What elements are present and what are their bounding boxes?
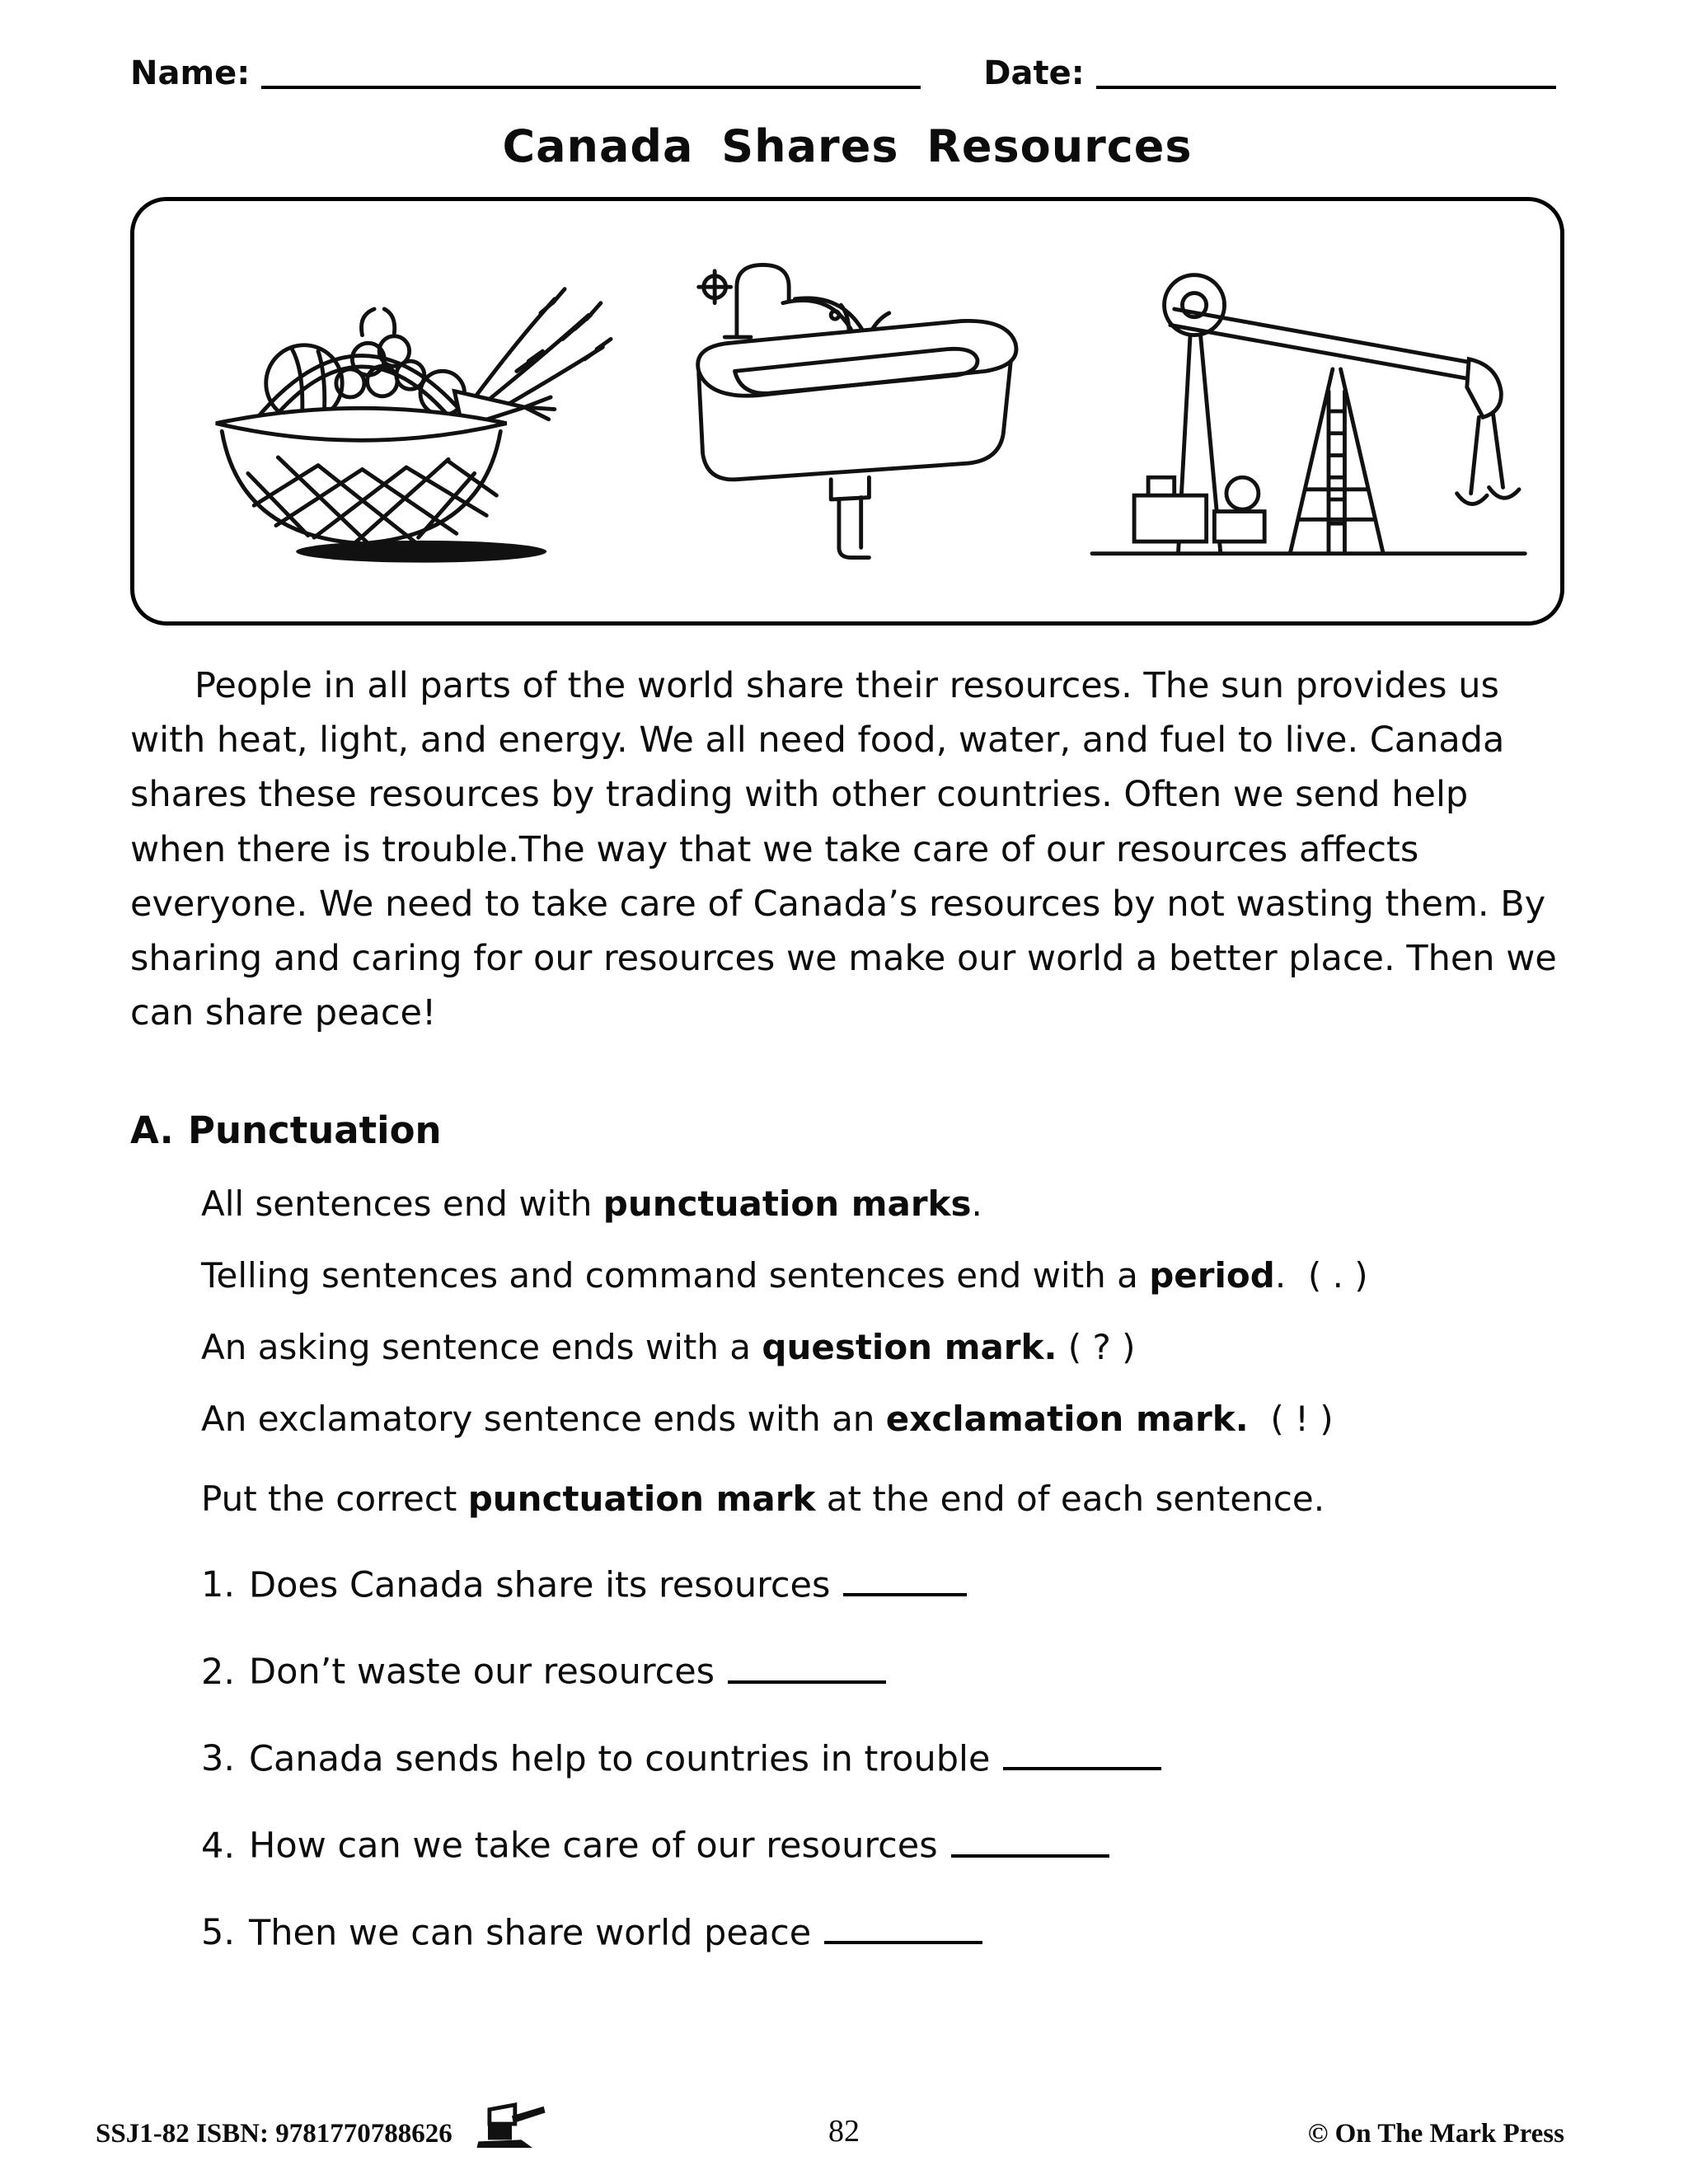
rule-bold: period [1149, 1254, 1275, 1296]
question-text: Don’t waste our resources [249, 1651, 715, 1693]
name-write-line[interactable] [261, 79, 921, 89]
question-list [201, 1563, 1564, 1954]
rule-bold: punctuation marks [603, 1183, 972, 1224]
question-5 [201, 1911, 1564, 1954]
question-number: 2. [201, 1651, 236, 1693]
question-text: Canada sends help to countries in trouble [249, 1738, 991, 1780]
question-text: How can we take care of our resources [249, 1825, 938, 1867]
isbn-text: SSJ1-82 ISBN: 9781770788626 [96, 2119, 452, 2149]
intro-paragraph: People in all parts of the world share their resources. The sun provides us with heat, light, and energy. We all need food, water, and fuel to live. Canada shares these resources by trading with other countries. Often we send help when there is trouble.The way that we take care of our resources affects everyone. We need to take care of Canada’s resources by not wasting them. By sharing and caring for our resources we make our world a better place. Then we can share peace! [130, 665, 1557, 1034]
date-write-line[interactable] [1096, 79, 1556, 89]
question-3 [201, 1737, 1564, 1780]
rule-text: An asking sentence ends with a [201, 1326, 762, 1367]
page-title: Canada Shares Resources [502, 120, 1193, 172]
footer-left [96, 2102, 548, 2149]
answer-blank-4[interactable] [951, 1824, 1109, 1858]
question-number: 1. [201, 1564, 236, 1606]
oil-pump-illustration [1078, 213, 1539, 609]
rule-line [201, 1327, 1564, 1367]
instruction-text: at the end of each sentence. [815, 1478, 1325, 1519]
answer-blank-1[interactable] [843, 1563, 967, 1597]
rule-bold: exclamation mark. [885, 1398, 1249, 1439]
illustration-box [130, 197, 1564, 626]
question-text: Then we can share world peace [249, 1912, 812, 1954]
section-title: Punctuation [188, 1108, 442, 1152]
date-label: Date: [983, 54, 1085, 92]
copyright-text: © On The Mark Press [1307, 2119, 1564, 2149]
rule-text: . [971, 1183, 982, 1224]
rule-text: ( ? ) [1057, 1326, 1136, 1367]
name-label: Name: [130, 54, 251, 92]
question-1 [201, 1563, 1564, 1606]
printing-press-icon [474, 2102, 548, 2149]
rule-line [201, 1399, 1564, 1439]
page-footer [0, 2102, 1688, 2149]
answer-blank-5[interactable] [824, 1911, 982, 1945]
question-number: 5. [201, 1912, 236, 1954]
instruction-text: Put the correct [201, 1478, 468, 1519]
instruction-bold: punctuation mark [467, 1478, 816, 1519]
instruction-line [201, 1479, 1564, 1519]
question-2 [201, 1650, 1564, 1693]
question-number: 4. [201, 1825, 236, 1867]
rule-bold: question mark. [762, 1326, 1057, 1367]
rule-text: An exclamatory sentence ends with an [201, 1398, 886, 1439]
section-a-heading [130, 1108, 1564, 1152]
answer-blank-3[interactable] [1003, 1737, 1161, 1771]
name-date-row [130, 54, 1564, 92]
rule-text: . ( . ) [1274, 1254, 1368, 1296]
rule-line [201, 1255, 1564, 1296]
answer-blank-2[interactable] [728, 1650, 886, 1684]
food-basket-illustration [156, 213, 617, 609]
rule-line [201, 1183, 1564, 1224]
section-letter: A. [130, 1108, 174, 1152]
punctuation-rules [201, 1183, 1564, 1439]
question-number: 3. [201, 1738, 236, 1780]
rule-text: Telling sentences and command sentences end with a [201, 1254, 1150, 1296]
water-sink-illustration [617, 213, 1077, 609]
rule-text: All sentences end with [201, 1183, 603, 1224]
question-text: Does Canada share its resources [249, 1564, 831, 1606]
question-4 [201, 1824, 1564, 1867]
page-number: 82 [828, 2114, 860, 2149]
rule-text: ( ! ) [1248, 1398, 1334, 1439]
